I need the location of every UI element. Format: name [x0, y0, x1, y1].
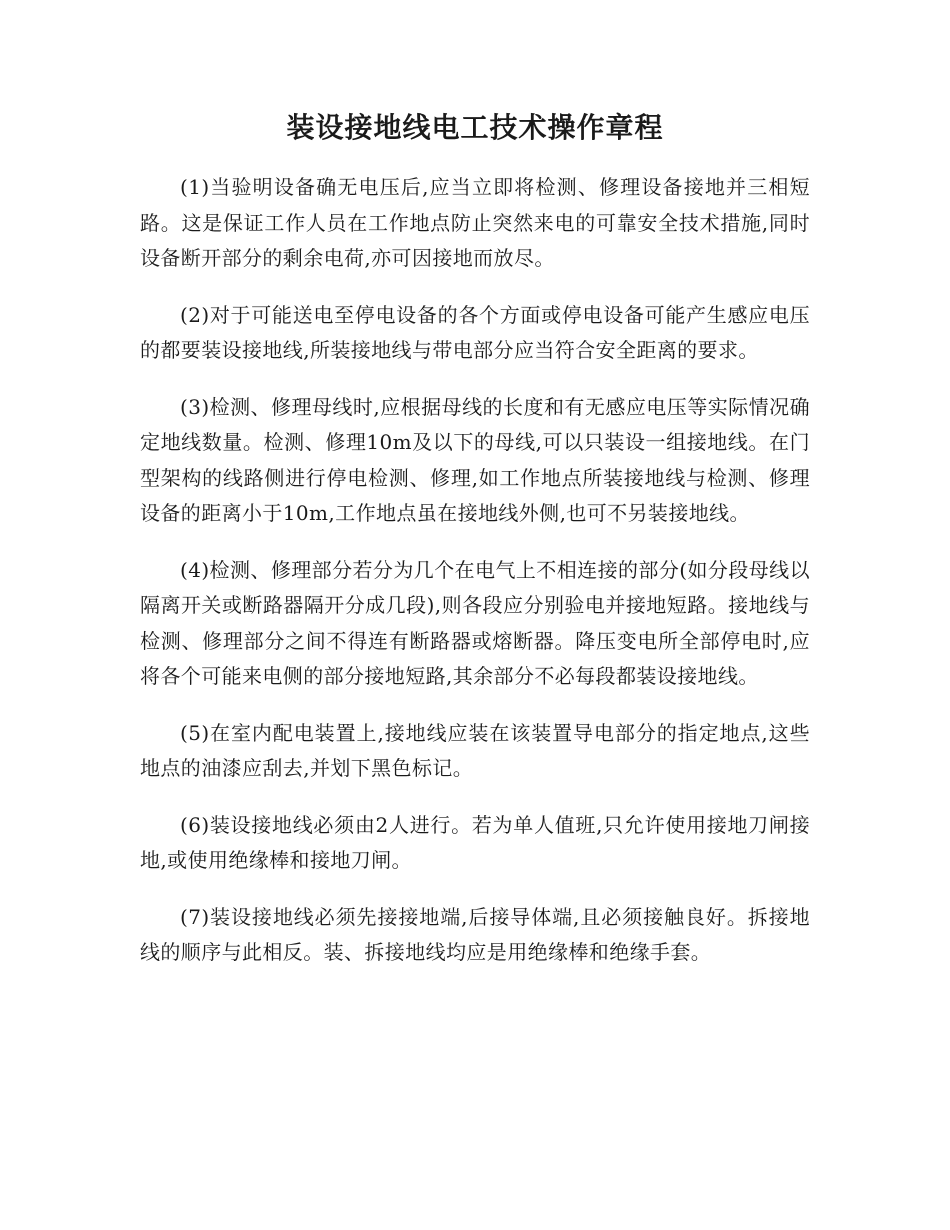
paragraph-5: (5)在室内配电装置上,接地线应装在该装置导电部分的指定地点,这些地点的油漆应刮去,并划下黑色标记。	[140, 720, 810, 780]
paragraph-2: (2)对于可能送电至停电设备的各个方面或停电设备可能产生感应电压的都要装设接地线,所装接地线与带电部分应当符合安全距离的要求。	[140, 302, 810, 362]
paragraph-7: (7)装设接地线必须先接接地端,后接导体端,且必须接触良好。拆接地线的顺序与此相反。装、拆接地线均应是用绝缘棒和绝缘手套。	[140, 904, 810, 964]
paragraph-4: (4)检测、修理部分若分为几个在电气上不相连接的部分(如分段母线以隔离开关或断路器隔开分成几段),则各段应分别验电并接地短路。接地线与检测、修理部分之间不得连有断路器或熔断器。降压变电所全部停电时,应将各个可能来电侧的部分接地短路,其余部分不必每段都装设接地线。	[140, 557, 810, 688]
paragraph-3: (3)检测、修理母线时,应根据母线的长度和有无感应电压等实际情况确定地线数量。检测、修理10m及以下的母线,可以只装设一组接地线。在门型架构的线路侧进行停电检测、修理,如工作地点所装接地线与检测、修理设备的距离小于10m,工作地点虽在接地线外侧,也可不另装接地线。	[140, 394, 810, 525]
paragraph-6: (6)装设接地线必须由2人进行。若为单人值班,只允许使用接地刀闸接地,或使用绝缘棒和接地刀闸。	[140, 812, 810, 872]
paragraph-1: (1)当验明设备确无电压后,应当立即将检测、修理设备接地并三相短路。这是保证工作人员在工作地点防止突然来电的可靠安全技术措施,同时设备断开部分的剩余电荷,亦可因接地而放尽。	[140, 175, 810, 270]
document-title: 装设接地线电工技术操作章程	[286, 111, 664, 144]
